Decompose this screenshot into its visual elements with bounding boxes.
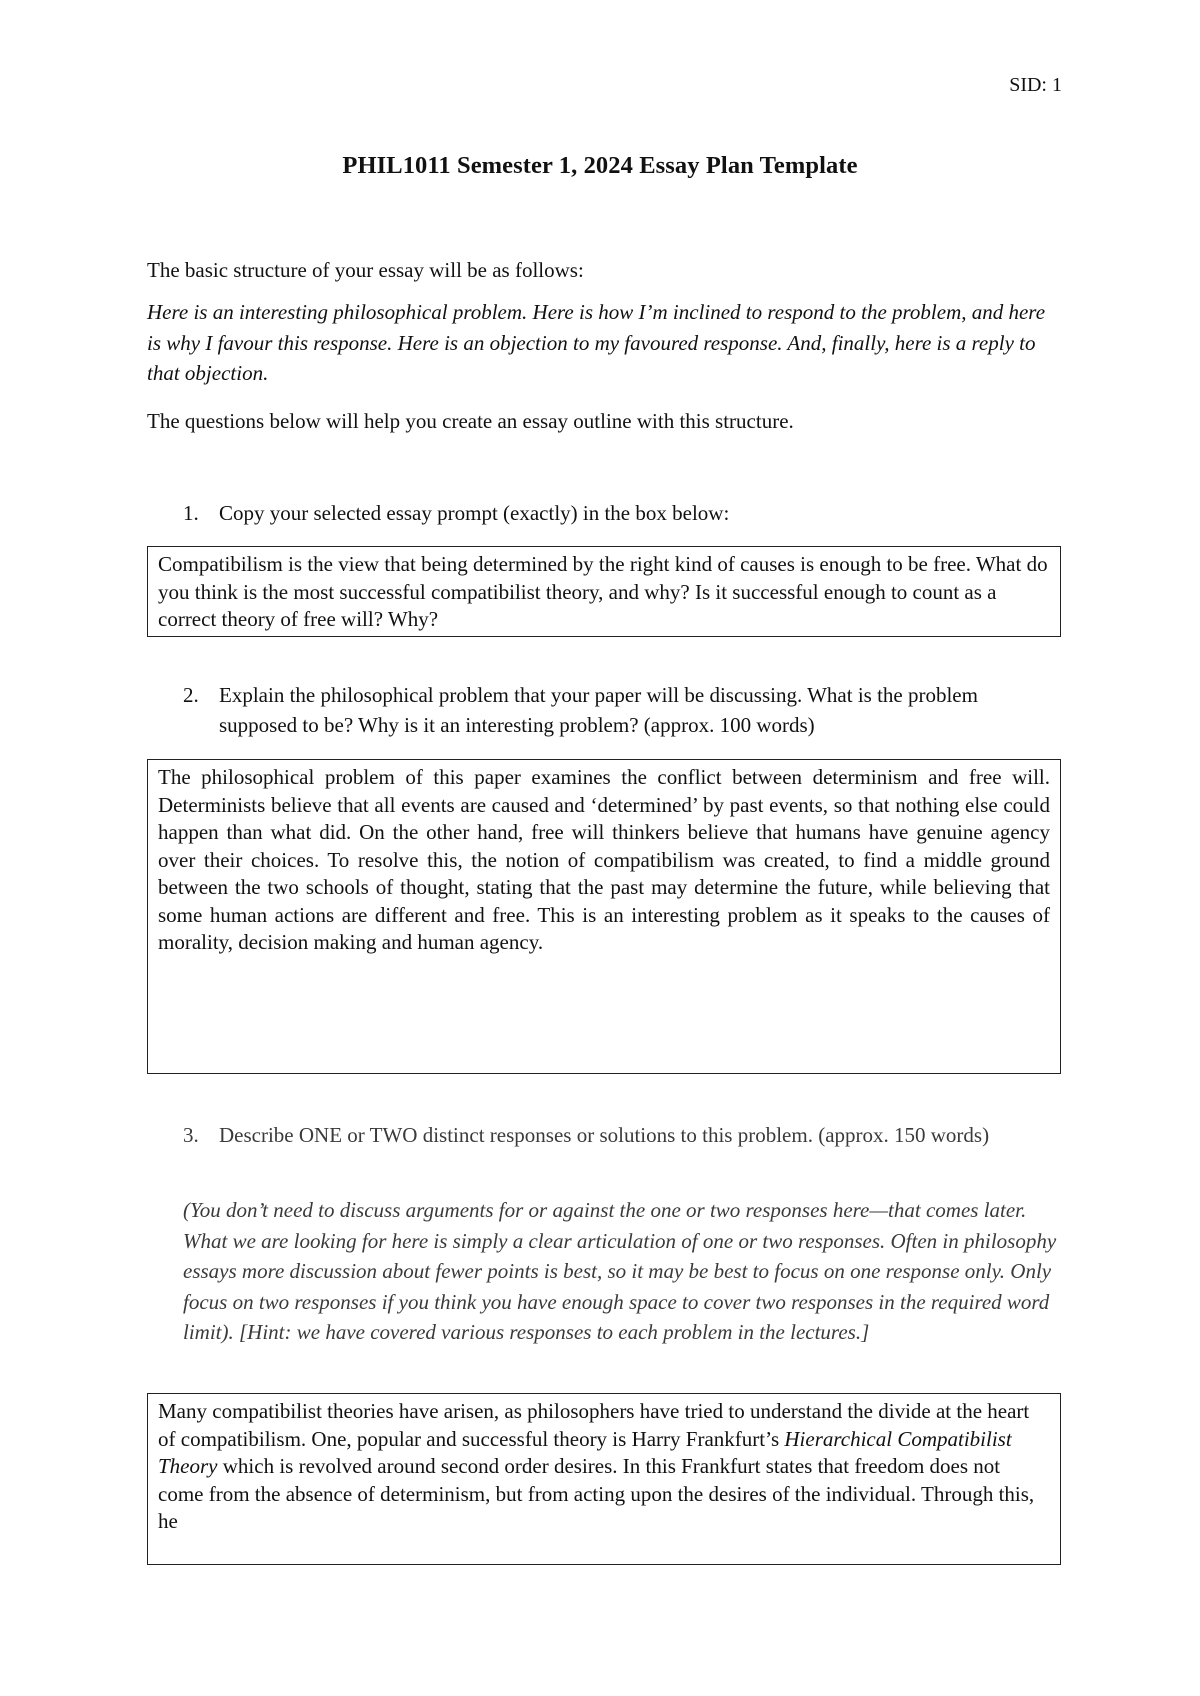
answer-3-theory-name: Hierarchical Compatibilist Theory bbox=[158, 1426, 1012, 1478]
answer-3-text-part1: Many compatibilist theories have arisen, as philosophers have tried to understand the divide at the heart of compatibilism. One, popular and successful theory is Harry Frankfurt’s bbox=[158, 1399, 1030, 1451]
question-1 bbox=[183, 498, 1053, 528]
question-1-number: 1. bbox=[183, 501, 199, 525]
answer-1-text: Compatibilism is the view that being determined by the right kind of causes is enough to be free. What do you think is the most successful compatibilist theory, and why? Is it successful enough to count as a correct theory of free will? Why? bbox=[158, 552, 1048, 631]
intro-structure-description: Here is an interesting philosophical problem. Here is how I’m inclined to respond to the problem, and here is why I favour this response. Here is an objection to my favoured response. And, finally, here is a reply to that objection. bbox=[147, 300, 1046, 385]
answer-3-text-part2: which is revolved around second order desires. In this Frankfurt states that freedom does not come from the absence of determinism, but from acting upon the desires of the individual. Through this, he bbox=[158, 1454, 1035, 1533]
question-3-number: 3. bbox=[183, 1123, 199, 1147]
answer-box-3[interactable] bbox=[147, 1393, 1061, 1565]
answer-box-2[interactable] bbox=[147, 759, 1061, 1074]
question-1-text: Copy your selected essay prompt (exactly) in the box below: bbox=[219, 501, 730, 525]
question-2-number: 2. bbox=[183, 683, 199, 707]
question-3-text: Describe ONE or TWO distinct responses or solutions to this problem. (approx. 150 words) bbox=[219, 1123, 990, 1147]
question-2 bbox=[183, 680, 1053, 740]
intro-structure-line: The basic structure of your essay will be as follows: bbox=[147, 258, 584, 282]
question-3 bbox=[183, 1120, 1053, 1150]
student-id: SID: 1 bbox=[1009, 74, 1062, 96]
question-3-hint: (You don’t need to discuss arguments for or against the one or two responses here—that comes later. What we are looking for here is simply a clear articulation of one or two responses. Often in philosophy essays more discussion about fewer points is best, so it may be best to focus on one response only. Only focus on two responses if you think you have enough space to cover two responses in the required word limit). [Hint: we have covered various responses to each problem in the lectures.] bbox=[183, 1198, 1057, 1344]
question-2-text: Explain the philosophical problem that your paper will be discussing. What is the problem supposed to be? Why is it an interesting problem? (approx. 100 words) bbox=[219, 683, 978, 737]
answer-box-1[interactable] bbox=[147, 546, 1061, 637]
answer-2-text: The philosophical problem of this paper examines the conflict between determinism and free will. Determinists believe that all events are caused and ‘determined’ by past events, so that nothing else could happen than what did. On the other hand, free will thinkers believe that humans have genuine agency over their choices. To resolve this, the notion of compatibilism was created, to find a middle ground between the two schools of thought, stating that the past may determine the future, while believing that some human actions are different and free. This is an interesting problem as it speaks to the causes of morality, decision making and human agency. bbox=[158, 765, 1050, 954]
intro-questions-line: The questions below will help you create an essay outline with this structure. bbox=[147, 409, 794, 433]
page-title: PHIL1011 Semester 1, 2024 Essay Plan Template bbox=[342, 152, 858, 179]
